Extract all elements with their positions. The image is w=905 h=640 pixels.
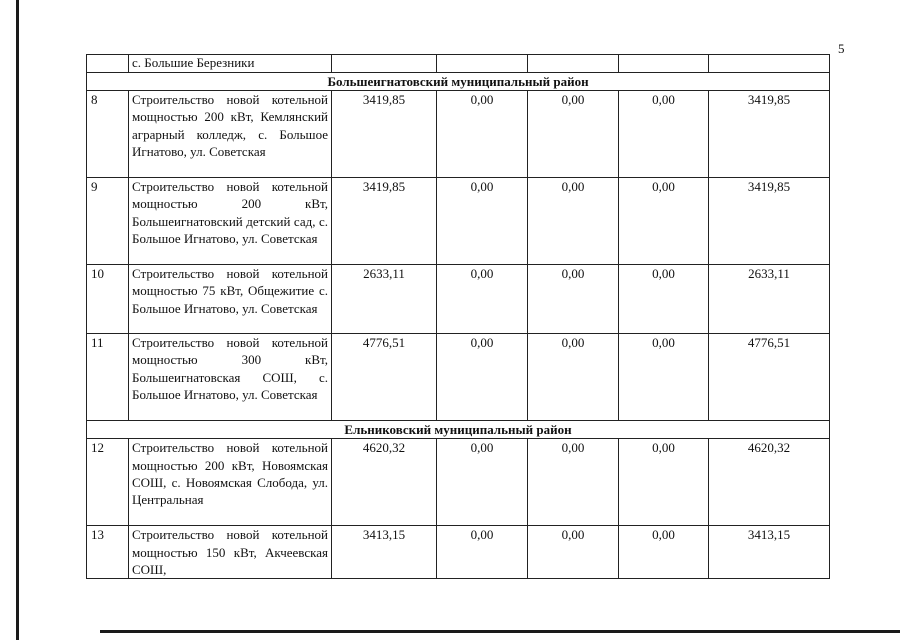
value-cell: 0,00: [437, 439, 528, 526]
project-name-cell: Строительство новой котельной мощностью 200 кВт, Новоямская СОШ, с. Новоямская Слобода, ул. Центральная: [129, 439, 332, 526]
value-cell: 0,00: [619, 265, 709, 334]
row-number-cell: 11: [87, 334, 129, 421]
value-cell: 0,00: [437, 265, 528, 334]
district-header-row: [87, 73, 830, 91]
table-row: [87, 526, 830, 579]
district-name: Ельниковский муниципальный район: [87, 421, 830, 439]
table-row: [87, 265, 830, 334]
value-cell: [332, 55, 437, 73]
value-cell: 0,00: [528, 265, 619, 334]
project-name-cell: Строительство новой котельной мощностью 75 кВт, Общежитие с. Большое Игнатово, ул. Советская: [129, 265, 332, 334]
row-number-cell: 8: [87, 91, 129, 178]
project-name-cell: Строительство новой котельной мощностью 150 кВт, Акчеевская СОШ,: [129, 526, 332, 579]
value-cell: 0,00: [437, 178, 528, 265]
value-cell: 4620,32: [709, 439, 830, 526]
value-cell: 0,00: [528, 334, 619, 421]
scan-bottom-border: [100, 630, 900, 633]
district-header-row: [87, 421, 830, 439]
value-cell: 0,00: [528, 178, 619, 265]
value-cell: 0,00: [437, 91, 528, 178]
project-name-cell: Строительство новой котельной мощностью 200 кВт, Большеигнатовский детский сад, с. Большое Игнатово, ул. Советская: [129, 178, 332, 265]
value-cell: 2633,11: [332, 265, 437, 334]
project-name-cell: Строительство новой котельной мощностью 300 кВт, Большеигнатовская СОШ, с. Большое Игнатово, ул. Советская: [129, 334, 332, 421]
value-cell: 4776,51: [332, 334, 437, 421]
value-cell: 3419,85: [709, 91, 830, 178]
value-cell: 3419,85: [709, 178, 830, 265]
table-row: [87, 91, 830, 178]
investment-table: [86, 54, 830, 579]
value-cell: 2633,11: [709, 265, 830, 334]
page-number: 5: [838, 41, 845, 56]
value-cell: [619, 55, 709, 73]
value-cell: 0,00: [437, 526, 528, 579]
value-cell: 3419,85: [332, 178, 437, 265]
value-cell: 0,00: [619, 526, 709, 579]
value-cell: 0,00: [619, 439, 709, 526]
table-row: [87, 55, 830, 73]
project-name-cell: Строительство новой котельной мощностью 200 кВт, Кемлянский аграрный колледж, с. Большое Игнатово, ул. Советская: [129, 91, 332, 178]
row-number-cell: 12: [87, 439, 129, 526]
row-number-cell: [87, 55, 129, 73]
value-cell: 0,00: [619, 178, 709, 265]
value-cell: 0,00: [528, 439, 619, 526]
value-cell: [528, 55, 619, 73]
value-cell: 3413,15: [332, 526, 437, 579]
table-row: [87, 439, 830, 526]
row-number-cell: 10: [87, 265, 129, 334]
value-cell: 3413,15: [709, 526, 830, 579]
row-number-cell: 9: [87, 178, 129, 265]
value-cell: 0,00: [437, 334, 528, 421]
value-cell: 0,00: [619, 91, 709, 178]
table-row: [87, 334, 830, 421]
row-number-cell: 13: [87, 526, 129, 579]
value-cell: 0,00: [528, 91, 619, 178]
district-name: Большеигнатовский муниципальный район: [87, 73, 830, 91]
value-cell: 4776,51: [709, 334, 830, 421]
table-row: [87, 178, 830, 265]
value-cell: 4620,32: [332, 439, 437, 526]
value-cell: 0,00: [528, 526, 619, 579]
value-cell: [709, 55, 830, 73]
value-cell: 3419,85: [332, 91, 437, 178]
value-cell: [437, 55, 528, 73]
scan-left-border: [16, 0, 19, 640]
value-cell: 0,00: [619, 334, 709, 421]
project-name-cell: с. Большие Березники: [129, 55, 332, 73]
